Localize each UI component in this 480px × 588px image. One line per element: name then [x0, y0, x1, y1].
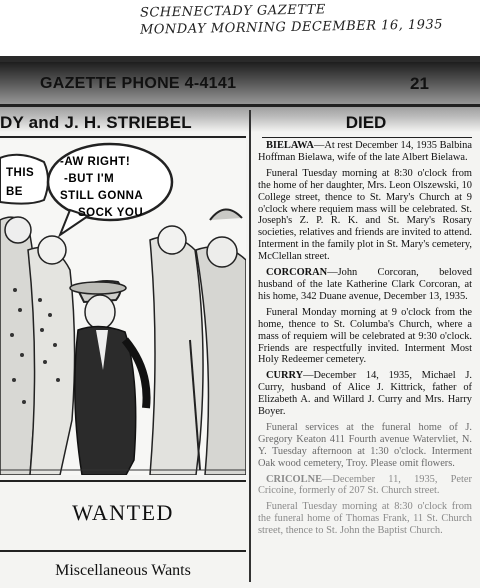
comic-strip-title: DY and J. H. STRIEBEL [0, 113, 192, 132]
obituary-funeral: Funeral Tuesday morning at 8:30 o'clock from the funeral home of Thomas Frank, 11 St. Church street, thence to St. John the Baptist Church. [258, 501, 472, 537]
obituary-name: CORCORAN [266, 267, 328, 279]
obituary-entry [258, 267, 472, 303]
obituaries-column [258, 140, 472, 541]
comic-illustration [0, 140, 246, 475]
bubble-right-line-4: SOCK YOU [78, 207, 144, 219]
obituary-name: BIELAWA [266, 140, 314, 151]
bubble-left-line-1: THIS [6, 167, 35, 179]
obituary-entry [258, 474, 472, 498]
wanted-top-rule [0, 480, 246, 482]
masthead [40, 75, 480, 97]
handwritten-source-note: SCHENECTADY GAZETTE [139, 2, 326, 21]
bubble-right-line-2: -BUT I'M [64, 173, 115, 185]
handwritten-date-note: MONDAY MORNING DECEMBER 16, 1935 [139, 17, 444, 38]
miscellaneous-wants-heading: Miscellaneous Wants [55, 562, 191, 579]
comic-panel [0, 140, 246, 475]
obituary-entry [258, 140, 472, 164]
obituary-entry [258, 370, 472, 418]
page-number: 21 [410, 74, 429, 93]
comic-strip-rule [0, 136, 246, 138]
obituary-funeral: Funeral Tuesday morning at 8:30 o'clock from the home of her daughter, Mrs. Leon Olszewski, 10 College street, thence to St. Mary's Church at 9 o'clock where requiem mass will be celebrated. St. Joseph's Z. P. R. K. and St. Mary's Rosary societies, relatives and friends are invited to attend. Interment in the family plot in St. Mary's cemetery, McClellan street. [258, 167, 472, 263]
obituary-name: CRICOLNE [266, 473, 323, 485]
wanted-bottom-rule [0, 550, 246, 552]
obituary-body: —December 11, 1935, Peter Cricoine, formerly of 207 St. Church street. [258, 473, 472, 497]
obituary-name: CURRY [266, 370, 304, 382]
obituary-body: —December 14, 1935, Michael J. Curry, husband of Alice J. Kittrick, father of Elizabeth A. and Willard J. Curry and Mrs. Harry Boyer. [258, 370, 472, 418]
obituary-funeral: Funeral services at the funeral home of J. Gregory Keaton 411 Fourth avenue Watervliet, N. Y. Tuesday afternoon at 1:30 o'clock. Interment Oak wood cemetery, Troy. Please omit flowers. [258, 421, 472, 469]
bubble-right-line-1: -AW RIGHT! [60, 156, 131, 168]
obituary-funeral: Funeral Monday morning at 9 o'clock from the home, thence to St. Columba's Church, where a mass of requiem will be celebrated at 9:30 o'clock. Friends are respectfully invited. Interment Most Holy Redeemer cemetery. [258, 306, 472, 366]
bubble-right-line-3: STILL GONNA [60, 190, 144, 202]
masthead-title: GAZETTE PHONE 4-4141 [40, 75, 237, 92]
died-heading: DIED [345, 113, 387, 132]
died-rule [262, 137, 472, 138]
wanted-heading: WANTED [72, 500, 174, 525]
obituary-body: —John Corcoran, beloved husband of the late Katherine Clark Corcoran, at his home, 342 Duane avenue, December 13, 1935. [258, 267, 472, 302]
column-divider [249, 110, 251, 582]
masthead-rule [0, 104, 480, 107]
obituary-body: —At rest December 14, 1935 Balbina Hoffman Bielawa, wife of the late Albert Bielawa. [258, 140, 472, 163]
bubble-left-line-2: BE [6, 186, 23, 198]
